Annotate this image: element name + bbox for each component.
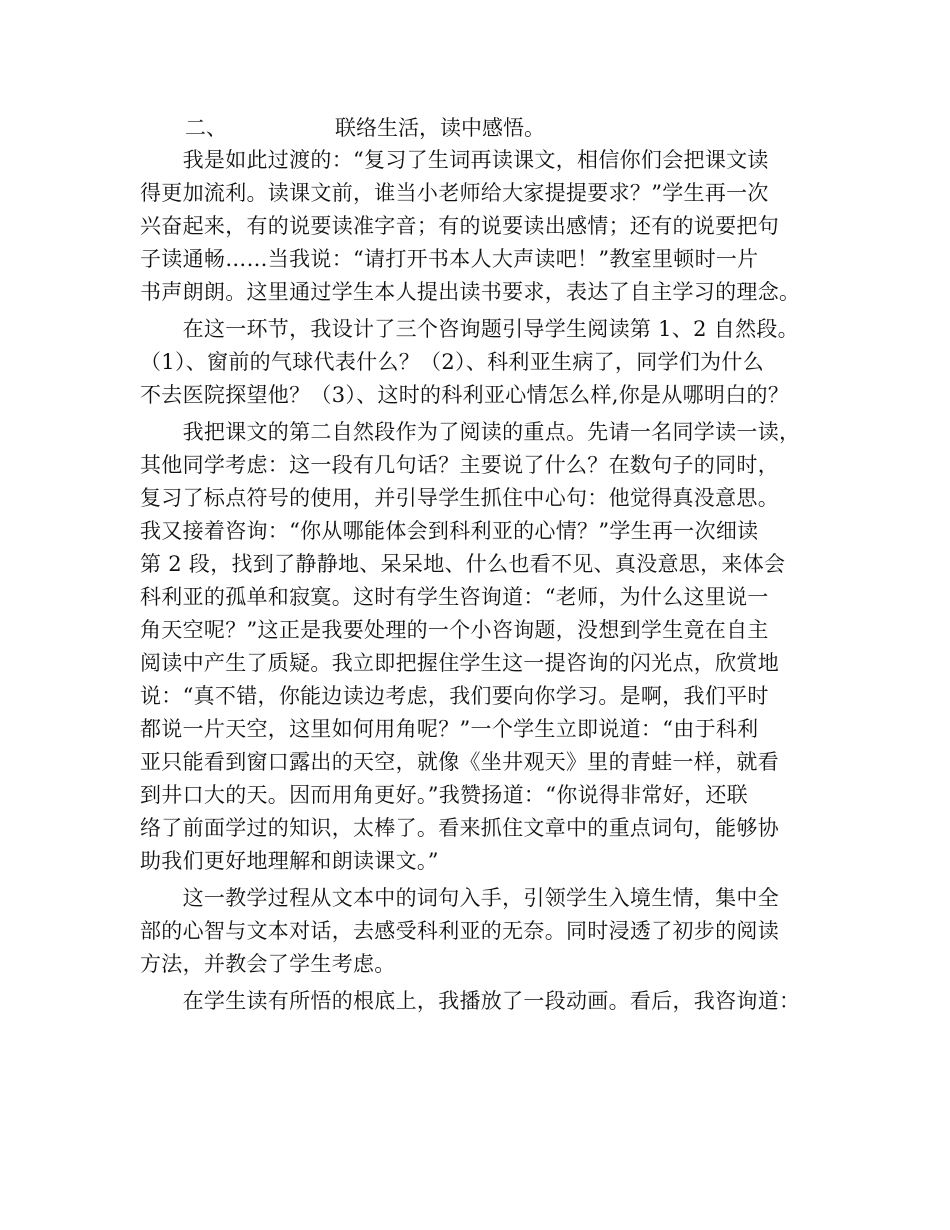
body-line: 亚只能看到窗口露出的天空，就像《坐井观天》里的青蛙一样，就看 [140, 750, 779, 774]
body-line: 得更加流利。读课文前，谁当小老师给大家提提要求？”学生再一次 [140, 181, 769, 205]
body-line: 不去医院探望他？（3）、这时的科利亚心情怎么样,你是从哪明白的？ [140, 383, 790, 407]
body-line: （1）、窗前的气球代表什么？（2）、科利亚生病了，同学们为什么 [140, 350, 765, 374]
body-line: 方法，并教会了学生考虑。 [140, 952, 396, 976]
body-line: 络了前面学过的知识，太棒了。看来抓住文章中的重点词句，能够协 [140, 816, 779, 840]
body-line: 我是如此过渡的：“复习了生词再读课文，相信你们会把课文读 [140, 148, 769, 172]
section-title: 联络生活，读中感悟。 [335, 116, 545, 140]
body-line: 我又接着咨询：“你从哪能体会到科利亚的心情？”学生再一次细读 [140, 519, 759, 543]
body-line: 在这一环节，我设计了三个咨询题引导学生阅读第 1、2 自然段。 [140, 317, 799, 341]
body-line: 兴奋起来，有的说要读准字音；有的说要读出感情；还有的说要把句 [140, 214, 779, 238]
body-line: 科利亚的孤单和寂寞。这时有学生咨询道：“老师，为什么这里说一 [140, 585, 769, 609]
body-line: 复习了标点符号的使用，并引导学生抓住中心句：他觉得真没意思。 [140, 486, 779, 510]
body-line: 都说一片天空，这里如何用角呢？”一个学生立即说道：“由于科利 [140, 717, 759, 741]
body-line: 部的心智与文本对话，去感受科利亚的无奈。同时浸透了初步的阅读 [140, 919, 779, 943]
body-line: 我把课文的第二自然段作为了阅读的重点。先请一名同学读一读， [140, 420, 801, 444]
body-line: 书声朗朗。这里通过学生本人提出读书要求，表达了自主学习的理念。 [140, 280, 801, 304]
body-line: 说：“真不错，你能边读边考虑，我们要向你学习。是啊，我们平时 [140, 684, 769, 708]
body-line: 在学生读有所悟的根底上，我播放了一段动画。看后，我咨询道： [140, 989, 801, 1013]
section-number: 二、 [185, 116, 227, 140]
body-line: 到井口大的天。因而用角更好。”我赞扬道：“你说得非常好，还联 [140, 783, 748, 807]
body-line: 其他同学考虑：这一段有几句话？主要说了什么？在数句子的同时， [140, 453, 779, 477]
body-line: 子读通畅……当我说：“请打开书本人大声读吧！”教室里顿时一片 [140, 247, 759, 271]
body-line: 助我们更好地理解和朗读课文。” [140, 849, 439, 873]
body-line: 角天空呢？”这正是我要处理的一个小咨询题，没想到学生竟在自主 [140, 618, 769, 642]
body-line: 第 2 段，找到了静静地、呆呆地、什么也看不见、真没意思，来体会 [140, 552, 786, 576]
body-line: 这一教学过程从文本中的词句入手，引领学生入境生情，集中全 [140, 886, 779, 910]
body-line: 阅读中产生了质疑。我立即把握住学生这一提咨询的闪光点，欣赏地 [140, 651, 779, 675]
